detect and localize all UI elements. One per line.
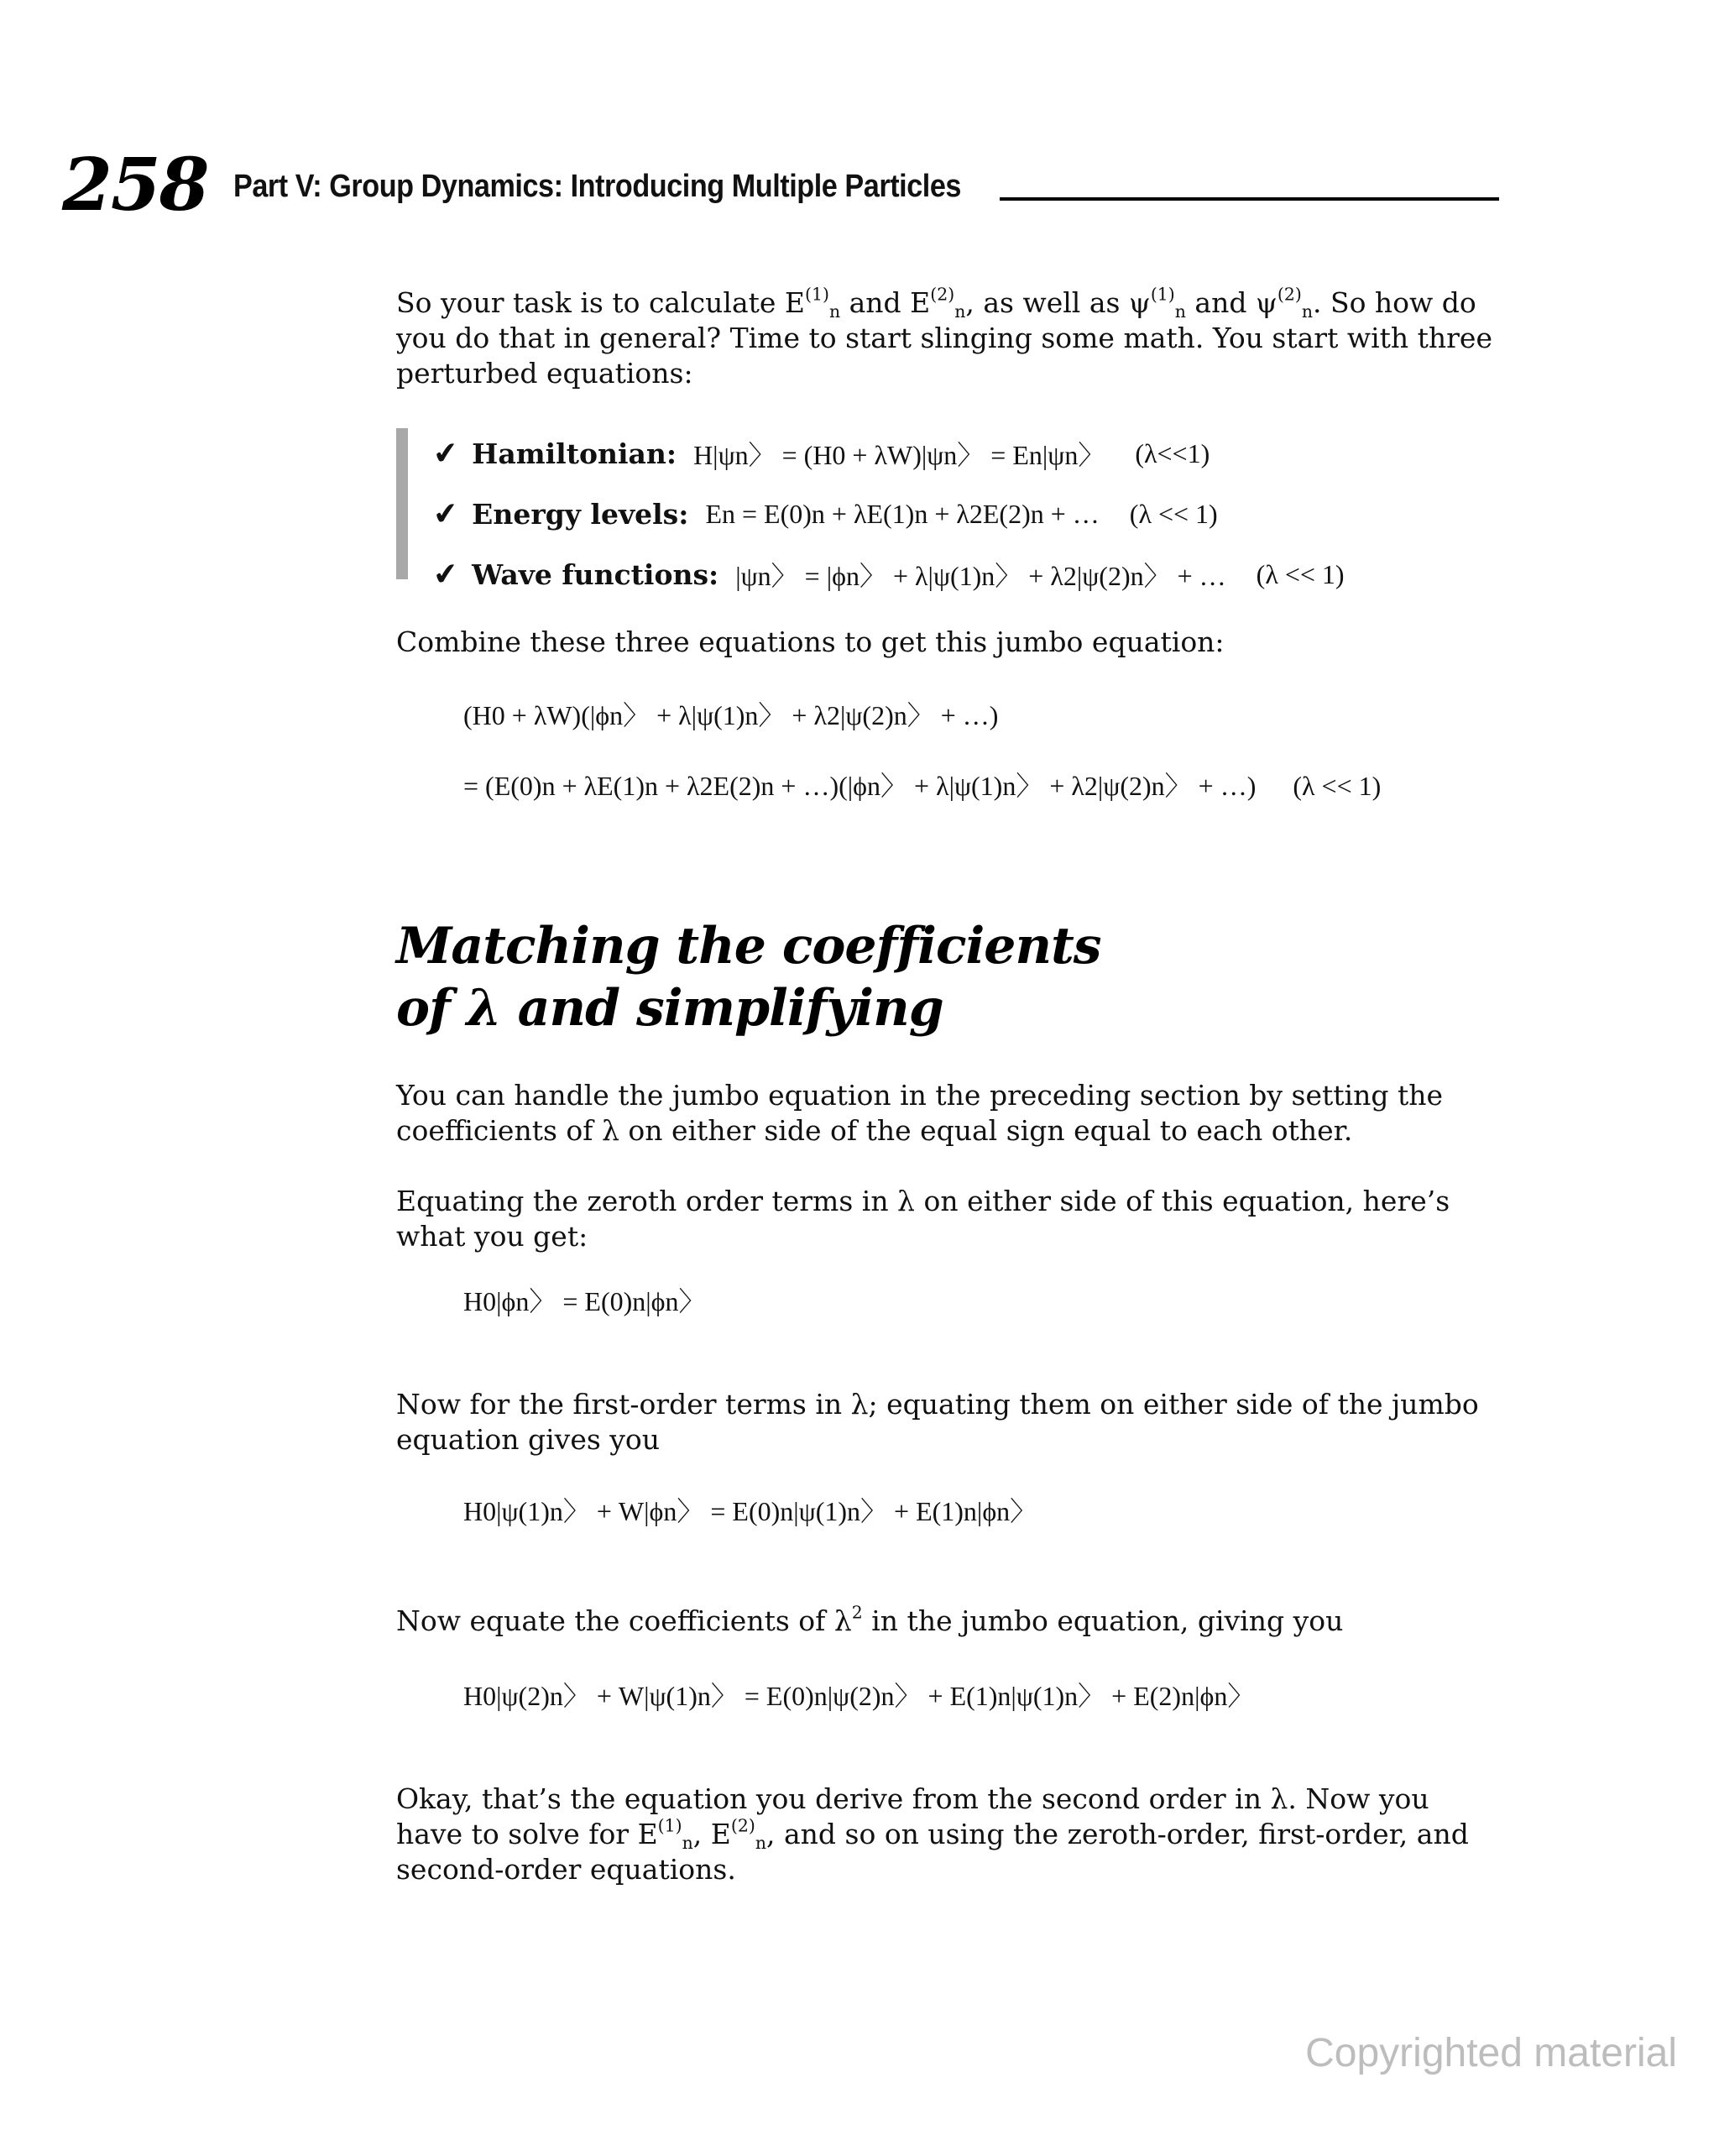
condition: (λ<<1)	[1135, 437, 1210, 468]
handle-paragraph: You can handle the jumbo equation in the preceding section by setting the coefficients of λ on either side of the equal sign equal to each other.	[396, 1079, 1444, 1147]
bullet-label: Energy levels:	[472, 497, 689, 531]
hamiltonian-equation: H|ψn〉 = (H0 + λW)|ψn〉 = En|ψn〉	[693, 440, 1105, 470]
bullet-energy-levels	[433, 489, 1218, 539]
conclusion-paragraph: Okay, that’s the equation you derive from the second order in λ. Now you have to solve for $E^{(1)}_n$, $E^{(2)}_n$, and so on using the zeroth-order, first-order, and second-order equations.	[396, 1782, 1469, 1886]
first-order-equation: H0|ψ(1)n〉 + W|ϕn〉 = E(0)n|ψ(1)n〉 + E(1)n|ϕn〉	[463, 1496, 1037, 1526]
running-head-title: Part V: Group Dynamics: Introducing Multiple Particles	[233, 169, 961, 204]
checkmark-icon: ✔	[431, 556, 461, 593]
zeroth-order-paragraph: Equating the zeroth order terms in λ on either side of this equation, here’s what you get:	[396, 1185, 1450, 1253]
checkmark-icon: ✔	[431, 495, 461, 532]
second-order-paragraph: Now equate the coefficients of $\lambda^2$ in the jumbo equation, giving you	[396, 1602, 1344, 1637]
condition: (λ << 1)	[1293, 771, 1382, 801]
condition: (λ << 1)	[1256, 558, 1345, 589]
wave-functions-equation: |ψn〉 = |ϕn〉 + λ|ψ(1)n〉 + λ2|ψ(2)n〉 + …	[735, 561, 1226, 591]
section-heading: Matching the coefficients of λ and simplifying	[396, 917, 1101, 1038]
bullet-label: Wave functions:	[472, 557, 719, 591]
combine-paragraph: Combine these three equations to get this jumbo equation:	[396, 625, 1225, 658]
running-head	[233, 170, 1499, 202]
running-head-rule	[1000, 197, 1499, 201]
jumbo-equation-line-2: = (E(0)n + λE(1)n + λ2E(2)n + …)(|ϕn〉 + λ|ψ(1)n〉 + λ2|ψ(2)n〉 + …) (λ << 1)	[463, 771, 1382, 801]
energy-levels-equation: En = E(0)n + λE(1)n + λ2E(2)n + …	[705, 498, 1100, 529]
copyright-watermark: Copyrighted material	[1305, 2031, 1677, 2075]
intro-paragraph: So your task is to calculate $E^{(1)}_n$ and $E^{(2)}_n$, as well as $\psi^{(1)}_n$ and $\psi^{(2)}_n$. So how do you do that in general? Time to start slinging some math. You start with three perturbed equations:	[396, 284, 1492, 390]
jumbo-equation-line-1: (H0 + λW)(|ϕn〉 + λ|ψ(1)n〉 + λ2|ψ(2)n〉 + …)	[463, 700, 999, 730]
bullet-wave-functions	[433, 549, 1345, 599]
first-order-paragraph: Now for the first-order terms in λ; equating them on either side of the jumbo equation gives you	[396, 1388, 1479, 1456]
second-order-equation: H0|ψ(2)n〉 + W|ψ(1)n〉 = E(0)n|ψ(2)n〉 + E(1)n|ψ(1)n〉 + E(2)n|ϕn〉	[463, 1681, 1255, 1711]
bullet-hamiltonian	[433, 428, 1210, 479]
page-number: 258	[62, 143, 208, 228]
equation-bullet-list	[396, 428, 1516, 593]
zeroth-order-equation: H0|ϕn〉 = E(0)n|ϕn〉	[463, 1286, 706, 1316]
condition: (λ << 1)	[1129, 498, 1218, 529]
bullet-label: Hamiltonian:	[472, 437, 677, 470]
checkmark-icon: ✔	[431, 435, 461, 472]
